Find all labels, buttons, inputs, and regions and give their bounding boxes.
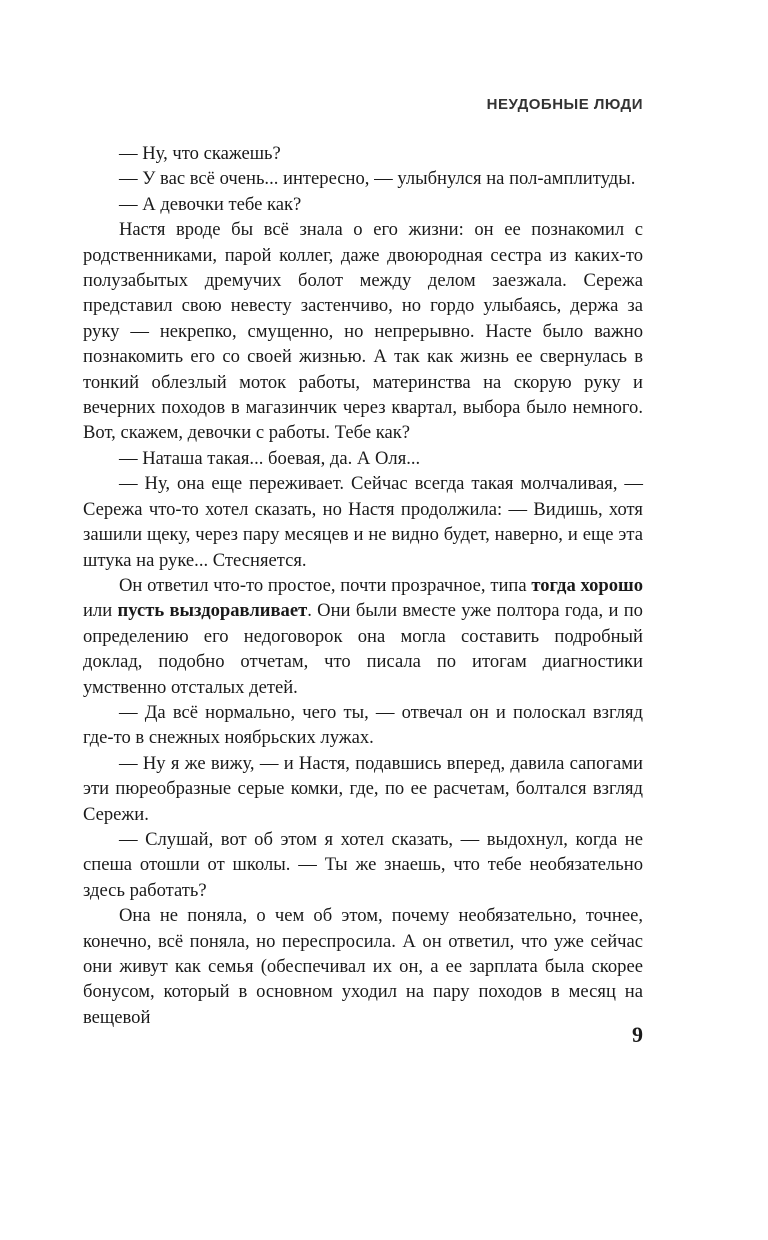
paragraph: Она не поняла, о чем об этом, почему необязательно, точнее, конечно, всё поняла, но переспросила. А он ответил, что уже сейчас они живут как семья (обеспечивал их он, а ее зарплата была скорее бонусом, который в основном уходил на пару походов в месяц на вещевой [83, 905, 643, 1028]
text-run: или [83, 600, 118, 622]
paragraph: — У вас всё очень... интересно, — улыбнулся на пол-амплитуды. [119, 168, 636, 190]
emphasis-phrase: тогда хорошо [531, 574, 644, 596]
paragraph-with-emphasis [83, 573, 643, 700]
page-number: 9 [632, 1022, 643, 1047]
text-run: . Они были вместе уже полтора года, и по определению его недоговорок она могла составить подробный доклад, подобно отчетам, что писала по итогам диагностики умственно отсталых детей. [83, 600, 643, 698]
paragraph: — Наташа такая... боевая, да. А Оля... [119, 447, 421, 469]
paragraph: — Ну, она еще переживает. Сейчас всегда такая молчаливая, — Сережа что-то хотел сказать, но Настя продолжила: — Видишь, хотя зашили щеку, через пару месяцев и не видно будет, наверно, и еще эта штука на руке... Стесняется. [83, 473, 643, 571]
emphasis-phrase: пусть выздоравливает [117, 600, 308, 622]
paragraph: — Слушай, вот об этом я хотел сказать, — выдохнул, когда не спеша отошли от школы. — Ты же знаешь, что тебе необязательно здесь работать? [83, 828, 643, 901]
text-run: Он ответил что-то простое, почти прозрачное, типа [119, 574, 532, 596]
body-text [83, 141, 643, 1030]
paragraph: — Да всё нормально, чего ты, — отвечал он и полоскал взгляд где-то в снежных ноябрьских лужах. [83, 701, 643, 749]
paragraph: — Ну, что скажешь? [119, 143, 281, 164]
paragraph: — А девочки тебе как? [119, 193, 302, 215]
paragraph: — Ну я же вижу, — и Настя, подавшись вперед, давила сапогами эти пюреобразные серые комки, где, по ее расчетам, болтался взгляд Сережи. [83, 752, 643, 825]
paragraph: Настя вроде бы всё знала о его жизни: он ее познакомил с родственниками, парой коллег, даже двоюродная сестра из каких-то полузабытых дремучих болот между делом заезжала. Сережа представил свою невесту застенчиво, но гордо улыбаясь, держа за руку — некрепко, смущенно, но непрерывно. Насте было важно познакомить его со своей жизнью. А так как жизнь ее свернулась в тонкий облезлый моток работы, материнства на скорую руку и вечерних походов в магазинчик через квартал, выбора было немного. Вот, скажем, девочки с работы. Тебе как? [83, 219, 643, 444]
running-head: НЕУДОБНЫЕ ЛЮДИ [486, 96, 643, 113]
